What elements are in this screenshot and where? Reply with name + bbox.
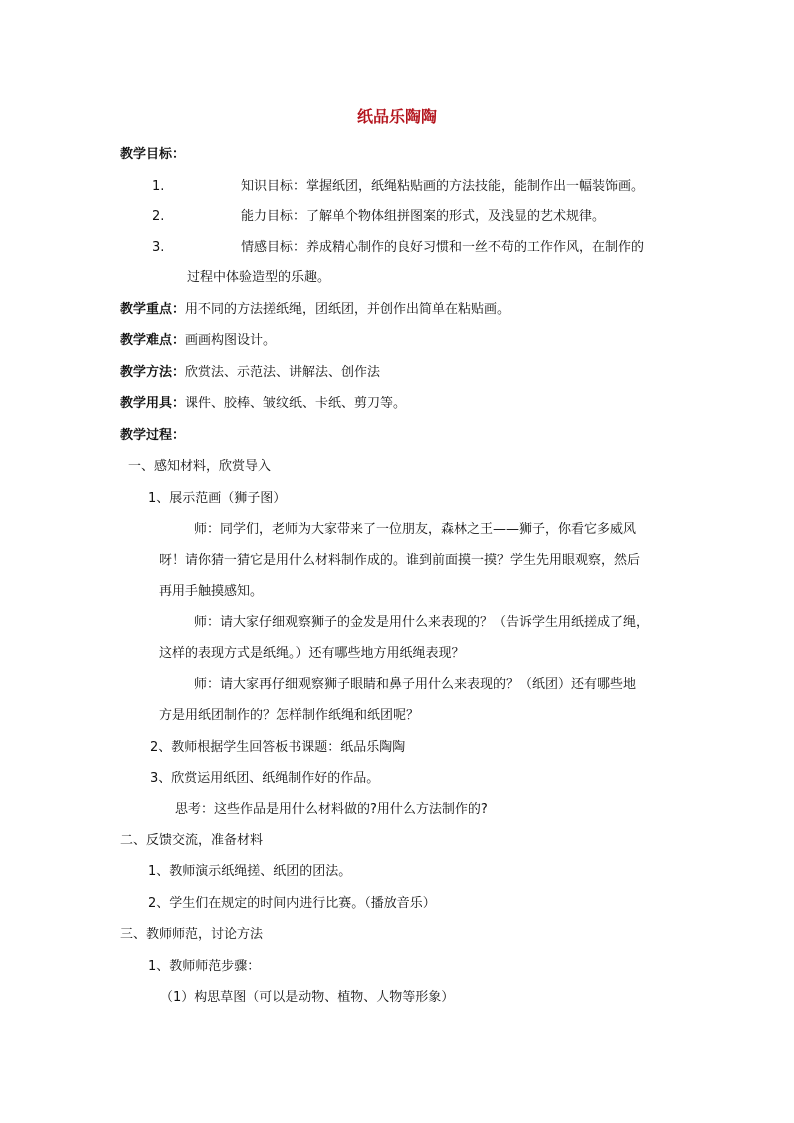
goal-text: 情感目标：养成精心制作的良好习惯和一丝不苟的工作作风，在制作的 <box>241 240 645 255</box>
goals-heading: 教学目标： <box>120 147 186 162</box>
goal-item-3 <box>152 239 644 257</box>
process-heading: 教学过程： <box>120 428 186 443</box>
difficulty-text: 画画构图设计。 <box>185 333 277 348</box>
section-3-item-2: （1）构思草图（可以是动物、植物、人物等形象） <box>160 990 455 1005</box>
goal-number: 2. <box>152 209 165 224</box>
section-2-item-2: 2、学生们在规定的时间内进行比赛。（播放音乐） <box>148 896 436 911</box>
key-points-text: 用不同的方法搓纸绳，团纸团，并创作出简单在粘贴画。 <box>185 302 511 317</box>
section-1-item-1: 1、展示范画（狮子图） <box>148 491 287 506</box>
tools-text: 课件、胶棒、皱纹纸、卡纸、剪刀等。 <box>185 396 407 411</box>
section-1-heading: 一、感知材料，欣赏导入 <box>128 459 272 474</box>
key-points <box>120 301 510 319</box>
section-3-item-1: 1、教师师范步骤： <box>148 959 261 974</box>
methods <box>120 364 380 382</box>
key-points-label: 教学重点： <box>120 302 186 317</box>
methods-label: 教学方法： <box>120 365 186 380</box>
goal-text: 知识目标：掌握纸团，纸绳粘贴画的方法技能，能制作出一幅装饰画。 <box>241 179 645 194</box>
difficulty <box>120 332 276 350</box>
dialog-paragraph-1-line: 再用手触摸感知。 <box>159 584 264 599</box>
section-1-think: 思考：这些作品是用什么材料做的?用什么方法制作的? <box>175 802 488 817</box>
document-title: 纸品乐陶陶 <box>356 107 437 126</box>
dialog-paragraph-2-line: 师：请大家仔细观察狮子的金发是用什么来表现的？（告诉学生用纸搓成了绳， <box>194 615 650 630</box>
section-1-item-2: 2、教师根据学生回答板书课题：纸品乐陶陶 <box>150 740 406 755</box>
goal-number: 1. <box>152 179 165 194</box>
goal-text: 能力目标：了解单个物体组拼图案的形式，及浅显的艺术规律。 <box>241 209 606 224</box>
goal-item-3-continued: 过程中体验造型的乐趣。 <box>187 270 331 285</box>
goal-number: 3. <box>152 240 165 255</box>
dialog-paragraph-3-line: 师：请大家再仔细观察狮子眼睛和鼻子用什么来表现的？（纸团）还有哪些地 <box>194 677 637 692</box>
difficulty-label: 教学难点： <box>120 333 186 348</box>
dialog-paragraph-1-line: 师：同学们，老师为大家带来了一位朋友，森林之王——狮子，你看它多威风 <box>194 522 637 537</box>
section-1-item-3: 3、欣赏运用纸团、纸绳制作好的作品。 <box>150 771 380 786</box>
methods-text: 欣赏法、示范法、讲解法、创作法 <box>185 365 381 380</box>
goal-item-1 <box>152 178 644 196</box>
dialog-paragraph-3-line: 方是用纸团制作的？怎样制作纸绳和纸团呢？ <box>159 708 420 723</box>
tools <box>120 395 406 413</box>
section-2-heading: 二、反馈交流，准备材料 <box>120 833 264 848</box>
tools-label: 教学用具： <box>120 396 186 411</box>
goal-item-2 <box>152 208 605 226</box>
section-3-heading: 三、教师师范，讨论方法 <box>120 927 264 942</box>
dialog-paragraph-1-line: 呀！请你猜一猜它是用什么材料制作成的。谁到前面摸一摸？学生先用眼观察，然后 <box>159 553 641 568</box>
section-2-item-1: 1、教师演示纸绳搓、纸团的团法。 <box>148 864 352 879</box>
dialog-paragraph-2-line: 这样的表现方式是纸绳。）还有哪些地方用纸绳表现？ <box>159 646 465 661</box>
